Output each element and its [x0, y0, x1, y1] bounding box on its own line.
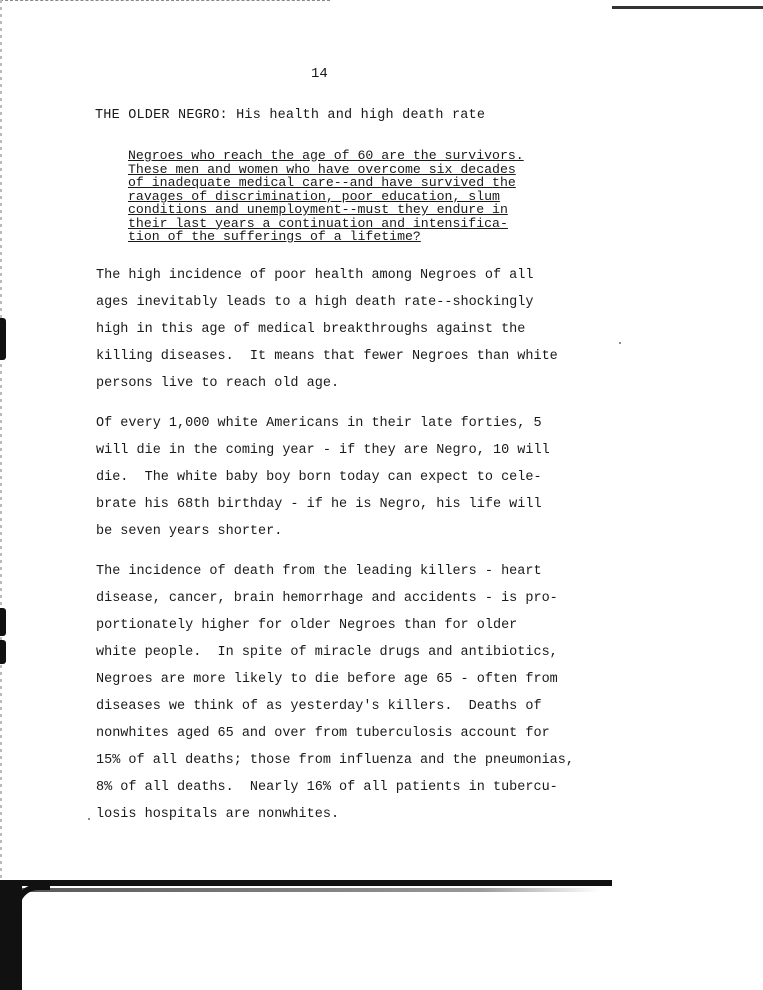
paragraph-line: high in this age of medical breakthroughs against the [96, 322, 526, 337]
paragraph-line: disease, cancer, brain hemorrhage and accidents - is pro- [96, 591, 558, 606]
paragraph-line: Of every 1,000 white Americans in their late forties, 5 [96, 416, 542, 431]
paragraph-line: brate his 68th birthday - if he is Negro, his life will [96, 497, 542, 512]
scan-left-edge [0, 0, 2, 990]
quote-line: tion of the sufferings of a lifetime? [128, 229, 421, 244]
scan-speck [88, 818, 90, 820]
paragraph-line: 8% of all deaths. Nearly 16% of all patients in tubercu- [96, 780, 558, 795]
page-number: 14 [311, 66, 328, 82]
scan-speck [619, 342, 621, 344]
quote-line: ravages of discrimination, poor education, slum [128, 188, 500, 204]
paragraph-line: ages inevitably leads to a high death rate--shockingly [96, 295, 534, 310]
quote-line: These men and women who have overcome six decades [128, 161, 516, 177]
body-paragraph [96, 262, 558, 397]
binding-mark [0, 640, 6, 664]
body-paragraph [96, 410, 550, 545]
paragraph-line: killing diseases. It means that fewer Negroes than white [96, 349, 558, 364]
paragraph-line: be seven years shorter. [96, 524, 283, 539]
quote-line: conditions and unemployment--must they endure in [128, 202, 508, 217]
paragraph-line: nonwhites aged 65 and over from tuberculosis account for [96, 726, 550, 741]
pull-quote [128, 149, 538, 244]
paragraph-line: The high incidence of poor health among Negroes of all [96, 268, 534, 283]
paragraph-line: white people. In spite of miracle drugs and antibiotics, [96, 645, 558, 660]
scan-top-right-rule [612, 6, 763, 9]
quote-line: of inadequate medical care--and have survived the [128, 175, 516, 190]
paragraph-line: losis hospitals are nonwhites. [96, 807, 340, 822]
scan-top-left-rule [0, 0, 330, 3]
paragraph-line: die. The white baby boy born today can expect to cele- [96, 470, 542, 485]
paragraph-line: Negroes are more likely to die before age 65 - often from [96, 672, 558, 687]
paragraph-line: persons live to reach old age. [96, 376, 340, 391]
section-heading: THE OLDER NEGRO: His health and high death rate [95, 108, 486, 123]
binding-mark [0, 608, 6, 636]
quote-line: Negroes who reach the age of 60 are the survivors. [128, 148, 524, 163]
paragraph-line: will die in the coming year - if they are Negro, 10 will [96, 443, 550, 458]
scan-bottom-bar-shadow [0, 888, 600, 892]
paragraph-line: diseases we think of as yesterday's killers. Deaths of [96, 699, 542, 714]
paragraph-line: 15% of all deaths; those from influenza and the pneumonias, [96, 753, 574, 768]
paragraph-line: portionately higher for older Negroes than for older [96, 618, 518, 633]
body-paragraph [96, 558, 574, 828]
scan-bottom-bar [0, 880, 612, 886]
binding-mark [0, 318, 6, 360]
quote-line: their last years a continuation and intensifica- [128, 215, 508, 231]
paragraph-line: The incidence of death from the leading killers - heart [96, 564, 542, 579]
